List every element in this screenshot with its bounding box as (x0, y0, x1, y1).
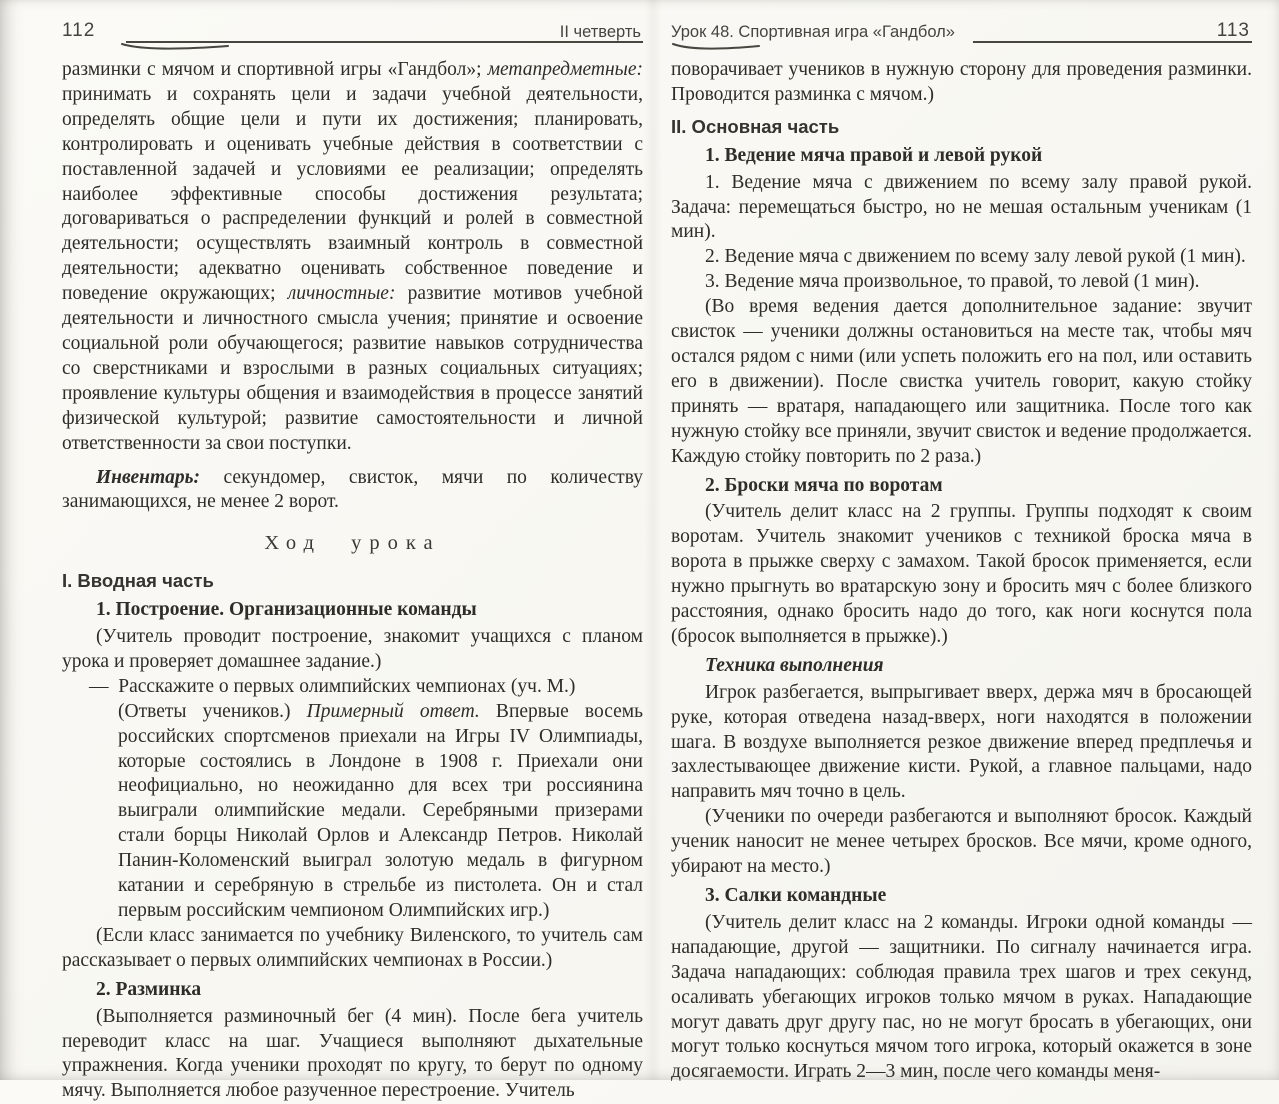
section-heading (62, 978, 643, 1003)
text-run: 2. Броски мяча по воротам (705, 474, 943, 496)
text-run: 3. Салки командные (705, 885, 887, 906)
paragraph (671, 171, 1252, 246)
text-run: развитие мотивов учебной деятельности и личностного смысла учения; принятие и освоение социальной роли обучающегося; развитие навыков сотрудничества со сверстниками и взрослыми в разных социальных ситуациях; проявление культуры общения и взаимодействия в процессе занятий физической культурой; развитие самостоятельности и личной ответственности за свои поступки. (62, 283, 643, 454)
text-run: Техника выполнения (705, 654, 884, 676)
text-run: 2. Ведение мяча с движением по всему залу левой рукой (1 мин). (705, 246, 1246, 268)
paragraph (671, 245, 1252, 270)
header-rule (973, 41, 1252, 43)
page-number-left: 112 (62, 20, 96, 41)
text-run: 1. Построение. Организационные команды (96, 599, 477, 621)
page-left-body (62, 58, 643, 1104)
section-heading (62, 598, 643, 623)
section-heading (671, 474, 1252, 499)
header-rule (126, 41, 643, 43)
paragraph (62, 924, 643, 974)
paragraph (118, 700, 643, 924)
paragraph (671, 58, 1252, 108)
text-run: поворачивает учеников в нужную сторону для проведения разминки. Проводится разминка с мячом.) (671, 59, 1252, 105)
text-run: 1. Ведение мяча правой и левой рукой (705, 144, 1043, 166)
list-item (89, 675, 643, 700)
section-heading (671, 144, 1252, 169)
section-heading (62, 569, 643, 594)
paragraph (671, 805, 1252, 880)
page-right-header (671, 14, 1252, 46)
running-header-left: II четверть (559, 23, 641, 41)
text-run: (Ответы учеников.) (118, 700, 307, 722)
text-run: (Учитель проводит построение, знакомит учащихся с планом урока и проверяет домашнее задание.) (62, 626, 643, 672)
page-right (671, 14, 1252, 1104)
text-run: (Учитель делит класс на 2 команды. Игроки одной команды — нападающие, другой — защитники. По сигналу начинается игра. Задача нападающих: соблюдая правила трех шагов и трех секунд, осаливать убегающих игроков только мячом в руках. Нападающие могут давать друг другу пас, но не могут бросать в убегающих, они могут только коснуться мячом того игрока, который окажется в зоне досягаемости. Играть 2—3 мин, после чего команды меня- (671, 911, 1252, 1083)
text-run: метапредметные: (487, 59, 643, 80)
text-run: принимать и сохранять цели и задачи учебной деятельности, определять общие цели и пути их достижения; планировать, контролировать и оценивать учебные действия в соответствии с поставленной задачей и условиями ее реализации; определять наиболее эффективные способы достижения результата; договариваться о распределении функций и ролей в совместной деятельности; осуществлять взаимный контроль в совместной деятельности; адекватно оценивать собственное поведение и поведение окружающих; (62, 83, 643, 305)
text-run: Инвентарь: (96, 466, 201, 488)
text-run: Ход урока (264, 532, 441, 555)
text-run: личностные: (287, 283, 396, 305)
lesson-phase-title (62, 531, 643, 556)
text-run: Игрок разбегается, выпрыгивает вверх, держа мяч в бросающей руке, которая отведена назад-вверх, ноги находятся в положении шага. В воздухе выполняется резкое движение вперед предплечья и захлестывающее движение кисти. Рукой, а главное пальцами, надо направить мяч точно в цель. (671, 681, 1252, 803)
paragraph (671, 500, 1252, 649)
text-run: — Расскажите о первых олимпийских чемпионах (уч. М.) (89, 675, 576, 697)
section-heading (671, 884, 1252, 909)
text-run: (Выполняется разминочный бег (4 мин). После бега учитель переводит класс на шаг. Учащиеся выполняют дыхательные упражнения. Когда ученики проходят по кругу, то берут по одному мячу. Выполняется любое разученное перестроение. Учитель (62, 1005, 643, 1102)
text-run: (Ученики по очереди разбегаются и выполняют бросок. Каждый ученик наносит не менее четырех бросков. Все мячи, кроме одного, убирают на место.) (671, 806, 1252, 878)
section-heading (671, 115, 1252, 140)
running-header-right: Урок 48. Спортивная игра «Гандбол» (671, 23, 955, 41)
header-rule-flourish-icon (120, 42, 230, 52)
text-run: разминки с мячом и спортивной игры «Гандбол»; (62, 59, 488, 80)
paragraph (671, 681, 1252, 806)
paragraph (62, 1005, 643, 1104)
text-run: 1. Ведение мяча с движением по всему залу правой рукой. Задача: перемещаться быстро, но не мешая остальным ученикам (1 мин). (671, 171, 1252, 243)
text-run: секундомер, свисток, мячи по количеству занимающихся, не менее 2 ворот. (62, 466, 643, 513)
text-run: 2. Разминка (96, 978, 202, 1000)
text-run: 3. Ведение мяча произвольное, то правой, то левой (1 мин). (705, 271, 1200, 293)
text-run: II. Основная часть (671, 115, 840, 137)
paragraph (62, 58, 643, 457)
paragraph (671, 295, 1252, 469)
paragraph (62, 466, 643, 516)
text-run: (Учитель делит класс на 2 группы. Группы подходят к своим воротам. Учитель знакомит учеников с техникой броска мяча в ворота в прыжке сверху с замахом. Такой бросок применяется, если нужно прыгнуть во вратарскую зону и бросить мяч с более близкого расстояния, однако бросить надо до того, как ноги коснутся пола (бросок выполняется в прыжке).) (671, 501, 1252, 647)
paragraph (671, 911, 1252, 1085)
header-rule-flourish-icon (671, 42, 761, 52)
paragraph (62, 625, 643, 675)
text-run: Примерный ответ. (306, 700, 480, 722)
page-right-body (671, 58, 1252, 1085)
text-run: I. Вводная часть (62, 570, 214, 592)
text-run: (Если класс занимается по учебнику Виленского, то учитель сам рассказывает о первых олимпийских чемпионах в России.) (62, 924, 643, 971)
section-heading (671, 654, 1252, 679)
page-left (62, 14, 643, 1104)
page-number-right: 113 (1216, 20, 1250, 41)
paragraph (671, 270, 1252, 295)
text-run: Впервые восемь российских спортсменов приехали на Игры IV Олимпиады, которые состоялись в Лондоне в 1908 г. Приехали они неофициально, но неожиданно для всех три россиянина выиграли олимпийские медали. Серебряными призерами стали борцы Николай Орлов и Александр Петров. Николай Панин-Коломенский выиграл золотую медаль в фигурном катании и серебряную в стрельбе из пистолета. Он и стал первым российским чемпионом Олимпийских игр.) (118, 700, 643, 921)
text-run: (Во время ведения дается дополнительное задание: звучит свисток — ученики должны остановиться на месте так, чтобы мяч остался рядом с ними (или успеть положить его на пол, или оставить его в движении). После свистка учитель говорит, какую стойку принять — вратаря, нападающего или защитника. После того как нужную стойку все приняли, звучит свисток и ведение продолжается. Каждую стойку повторить по 2 раза.) (671, 296, 1252, 467)
page-left-header (62, 14, 643, 46)
